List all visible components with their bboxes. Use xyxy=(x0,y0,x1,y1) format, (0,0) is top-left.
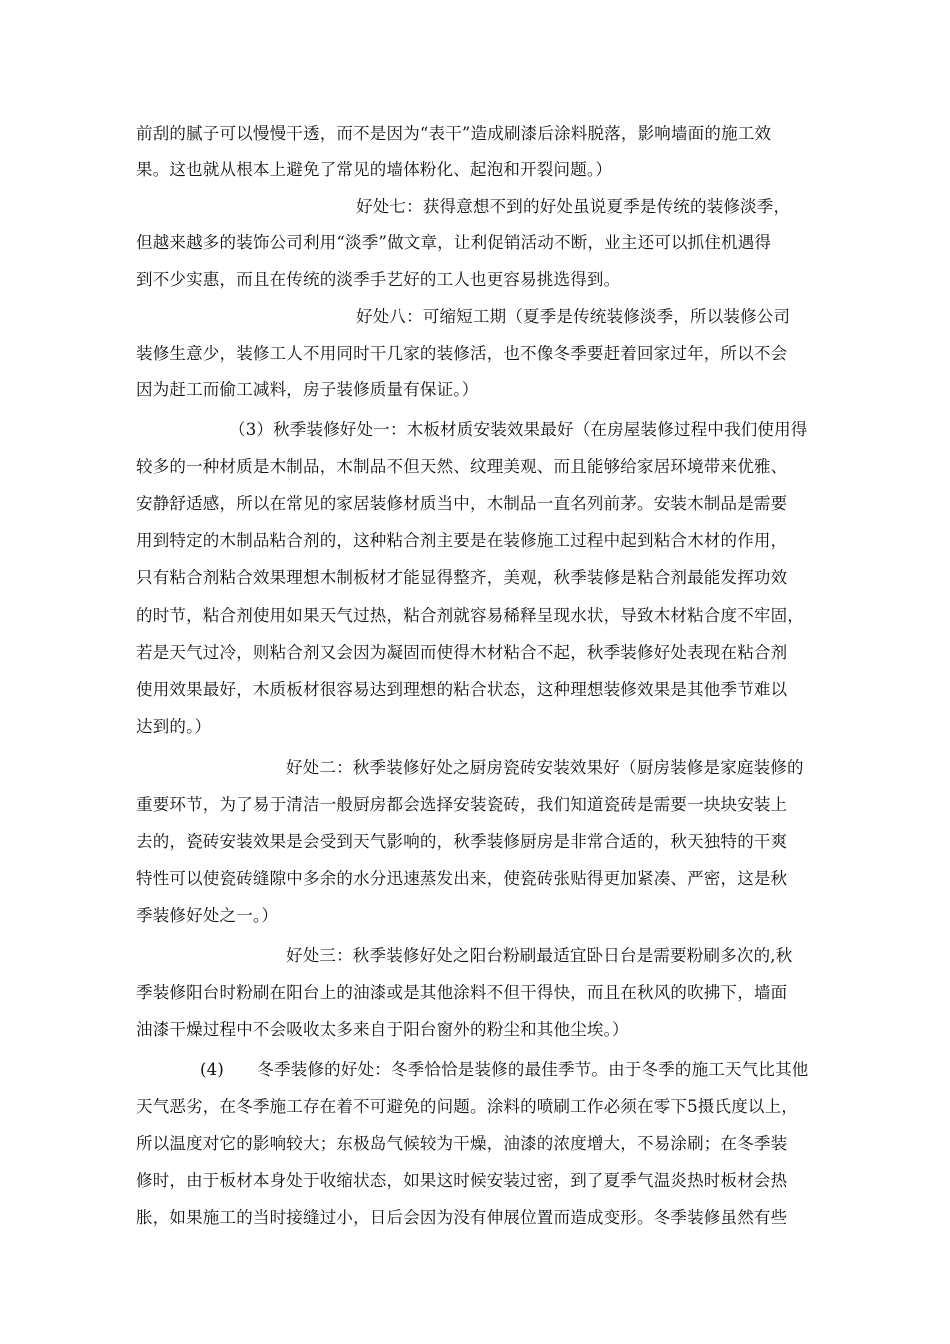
text-line: 季装修阳台时粉刷在阳台上的油漆或是其他涂料不但干得快，而且在秋风的吹拂下，墙面 xyxy=(136,983,788,1002)
text-line: 但越来越多的装饰公司利用“淡季”做文章，让利促销活动不断，业主还可以抓住机遇得 xyxy=(136,233,772,252)
text-line: 所以温度对它的影响较大；东极岛气候较为干燥，油漆的浓度增大，不易涂刷；在冬季装 xyxy=(136,1134,788,1153)
text-line: 果。这也就从根本上避免了常见的墙体粉化、起泡和开裂问题。） xyxy=(136,160,613,179)
text-line: 好处八：可缩短工期（夏季是传统装修淡季，所以装修公司 xyxy=(356,307,791,326)
text-line: （3）秋季装修好处一：木板材质安装效果最好（在房屋装修过程中我们使用得 xyxy=(229,420,808,439)
text-line: 好处三：秋季装修好处之阳台粉刷最适宜卧日台是需要粉刷多次的,秋 xyxy=(286,946,793,965)
text-line: 达到的。） xyxy=(136,717,212,736)
text-line: 胀，如果施工的当时接缝过小，日后会因为没有伸展位置而造成变形。冬季装修虽然有些 xyxy=(136,1208,788,1227)
text-line: 去的，瓷砖安装效果是会受到天气影响的，秋季装修厨房是非常合适的，秋天独特的干爽 xyxy=(136,832,788,851)
text-line: 安静舒适感，所以在常见的家居装修材质当中，木制品一直名列前茅。安装木制品是需要 xyxy=(136,494,788,513)
text-line: 的时节，粘合剂使用如果天气过热，粘合剂就容易稀释呈现水状，导致木材粘合度不牢固， xyxy=(136,606,804,625)
text-line: (4) 冬季装修的好处：冬季恰恰是装修的最佳季节。由于冬季的施工天气比其他 xyxy=(200,1060,809,1079)
text-line: 因为赶工而偷工减料，房子装修质量有保证。） xyxy=(136,380,479,399)
text-line: 较多的一种材质是木制品，木制品不但天然、纹理美观、而且能够给家居环境带来优雅、 xyxy=(136,457,788,476)
text-line: 修时，由于板材本身处于收缩状态，如果这时候安装过密，到了夏季气温炎热时板材会热 xyxy=(136,1171,788,1190)
text-line: 重要环节，为了易于清洁一般厨房都会选择安装瓷砖，我们知道瓷砖是需要一块块安装上 xyxy=(136,795,788,814)
text-line: 油漆干燥过程中不会吸收太多来自于阳台窗外的粉尘和其他尘埃。） xyxy=(136,1020,629,1039)
text-line: 使用效果最好，木质板材很容易达到理想的粘合状态，这种理想装修效果是其他季节难以 xyxy=(136,680,788,699)
text-line: 前刮的腻子可以慢慢干透，而不是因为“表干”造成刷漆后涂料脱落，影响墙面的施工效 xyxy=(136,124,772,143)
text-line: 若是天气过冷，则粘合剂又会因为凝固而使得木材粘合不起，秋季装修好处表现在粘合剂 xyxy=(136,643,788,662)
text-line: 装修生意少，装修工人不用同时干几家的装修活，也不像冬季要赶着回家过年，所以不会 xyxy=(136,344,788,363)
text-line: 特性可以使瓷砖缝隙中多余的水分迅速蒸发出来，使瓷砖张贴得更加紧凑、严密，这是秋 xyxy=(136,869,788,888)
text-line: 季装修好处之一。） xyxy=(136,906,279,925)
text-line: 到不少实惠，而且在传统的淡季手艺好的工人也更容易挑选得到。 xyxy=(136,270,621,289)
text-line: 用到特定的木制品粘合剂的，这种粘合剂主要是在装修施工过程中起到粘合木材的作用， xyxy=(136,531,788,550)
text-line: 好处二：秋季装修好处之厨房瓷砖安装效果好（厨房装修是家庭装修的 xyxy=(286,758,804,777)
text-line: 天气恶劣，在冬季施工存在着不可避免的问题。涂料的喷刷工作必须在零下5摄氏度以上， xyxy=(136,1097,798,1116)
text-line: 好处七：获得意想不到的好处虽说夏季是传统的装修淡季， xyxy=(356,197,791,216)
text-line: 只有粘合剂粘合效果理想木制板材才能显得整齐，美观，秋季装修是粘合剂最能发挥功效 xyxy=(136,568,788,587)
